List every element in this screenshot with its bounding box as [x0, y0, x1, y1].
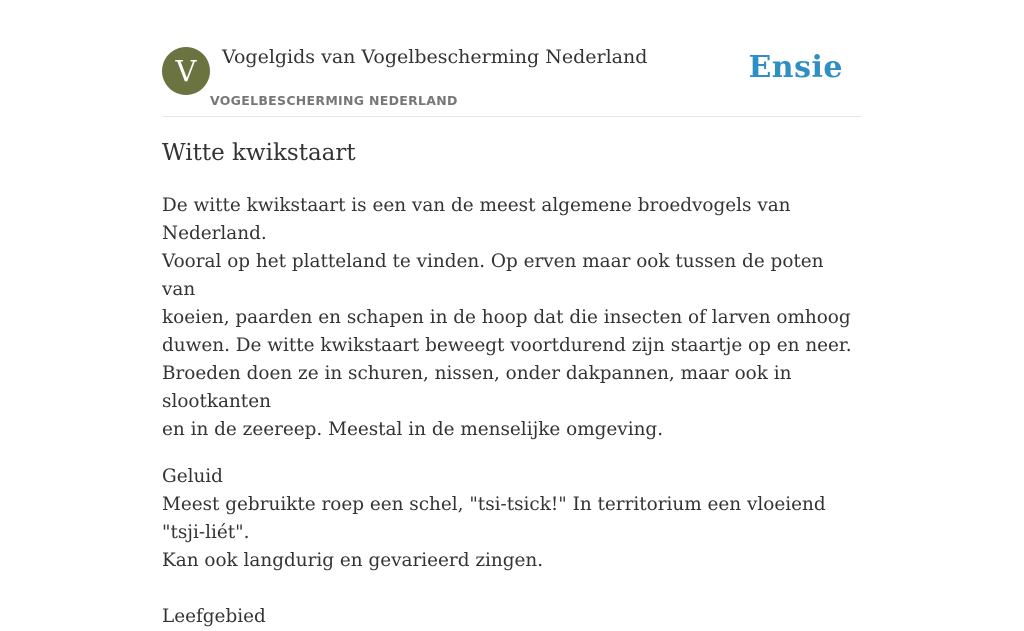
body-line: Broeden doen ze in schuren, nissen, onder dakpannen, maar ook in slootkanten [162, 363, 792, 412]
entry-body [162, 192, 862, 631]
source-header [162, 0, 862, 117]
ensie-logo[interactable]: Ensie [748, 50, 843, 85]
body-line: koeien, paarden en schapen in de hoop dat die insecten of larven omhoog [162, 307, 851, 328]
body-line: Vooral op het platteland te vinden. Op erven maar ook tussen de poten van [162, 251, 824, 300]
habitat-heading: Leefgebied [162, 606, 266, 627]
body-line: De witte kwikstaart is een van de meest algemene broedvogels van Nederland. [162, 195, 791, 244]
body-line: Meest gebruikte roep een schel, "tsi-tsick!" In territorium een vloeiend "tsji-liét". [162, 494, 826, 543]
body-line: Kan ook langdurig en gevarieerd zingen. [162, 550, 544, 571]
source-subtitle[interactable]: VOGELBESCHERMING NEDERLAND [210, 93, 458, 108]
body-line: duwen. De witte kwikstaart beweegt voortdurend zijn staartje op en neer. [162, 335, 852, 356]
entry-title: Witte kwikstaart [162, 140, 356, 166]
body-line: en in de zeereep. Meestal in de menselijke omgeving. [162, 419, 664, 440]
sound-heading: Geluid [162, 466, 223, 487]
article-container [162, 0, 862, 627]
paragraph-gap [162, 444, 862, 463]
source-avatar[interactable]: V [162, 47, 210, 95]
blank-line [162, 575, 862, 603]
source-title[interactable]: Vogelgids van Vogelbescherming Nederland [222, 46, 648, 68]
